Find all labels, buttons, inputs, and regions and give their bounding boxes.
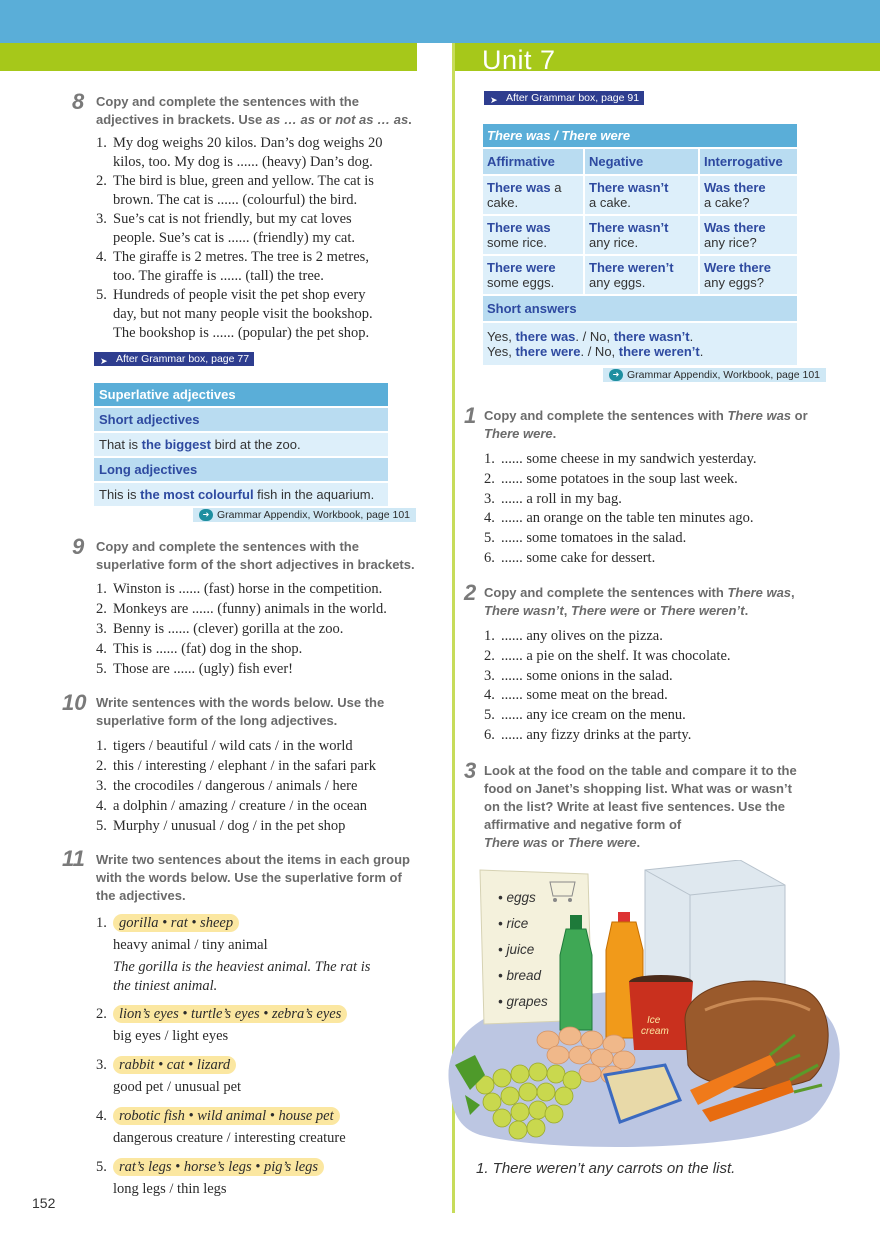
item-number: 5. — [96, 818, 107, 834]
exercise-3-number: 3 — [464, 758, 477, 783]
instruction-text: on the list? Write at least five sentences. Use the — [484, 799, 786, 814]
list-item — [484, 450, 844, 470]
example-bold: the biggest — [141, 437, 211, 452]
item-number: 2. — [484, 647, 495, 664]
column-header: Interrogative — [700, 149, 797, 174]
shopping-list — [498, 885, 548, 1015]
list-item — [484, 549, 844, 569]
table-cell — [483, 216, 583, 254]
instruction-text: or — [791, 408, 808, 423]
table-cell — [700, 216, 797, 254]
item-text: ...... any olives on the pizza. — [501, 628, 663, 644]
table-row — [483, 256, 797, 294]
grammar-appendix-link-right[interactable] — [603, 368, 826, 382]
list-item — [96, 639, 426, 659]
exercise-9-number: 9 — [72, 534, 85, 559]
grammar-table — [481, 122, 799, 367]
column-header: Negative — [585, 149, 698, 174]
group-example — [113, 958, 426, 996]
item-number: 5. — [96, 1159, 107, 1175]
instruction-text: . — [744, 603, 749, 618]
instruction-text: , — [563, 603, 571, 618]
exercise-11-groups — [96, 914, 426, 1199]
instruction-text: . — [552, 426, 557, 441]
item-text: Those are ...... (ugly) fish ever! — [113, 661, 293, 677]
superlative-grammar-box — [94, 383, 388, 506]
instruction-text: Copy and complete the sentences with the — [96, 539, 359, 554]
item-text: ...... an orange on the table ten minutes ago. — [501, 510, 754, 527]
list-item — [96, 134, 426, 172]
sa-bold: there weren’t — [618, 344, 700, 359]
item-text: ...... some cake for dessert. — [501, 549, 656, 566]
list-item — [96, 816, 426, 836]
reference-label: After Grammar box, page 77 — [116, 353, 250, 365]
instruction-italic: as … as — [265, 112, 315, 127]
instruction-italic: There were — [484, 426, 553, 441]
instruction-text: Copy and complete the sentences with the — [96, 94, 359, 109]
list-item — [484, 726, 844, 746]
instruction-text: or — [547, 835, 568, 850]
group-words-highlight: lion’s eyes • turtle’s eyes • zebra’s eyes — [113, 1005, 347, 1023]
instruction-text: superlative form of the long adjectives. — [96, 713, 338, 728]
item-text: Murphy / unusual / dog / in the pet shop — [113, 818, 346, 834]
handwritten-answer: 1. There weren’t any carrots on the list. — [476, 1160, 736, 1177]
group-prompt: big eyes / light eyes — [113, 1028, 229, 1044]
cell-bold: There wasn’t — [589, 180, 669, 195]
unit-title: Unit 7 — [482, 45, 556, 75]
group-item — [96, 1107, 426, 1148]
example-text: fish in the aquarium. — [253, 487, 375, 502]
item-number: 2. — [96, 758, 107, 774]
item-number: 3. — [96, 211, 107, 227]
arrow-link-icon: ➜ — [609, 369, 623, 381]
item-number: 1. — [484, 628, 495, 644]
list-item: • bread — [498, 968, 542, 983]
item-number: 2. — [484, 470, 495, 487]
instruction-text: Copy and complete the sentences with — [484, 408, 728, 423]
list-item — [96, 776, 426, 796]
instruction-italic: There was — [484, 835, 548, 850]
exercise-1-number: 1 — [464, 403, 477, 428]
exercise-8-number: 8 — [72, 89, 85, 114]
list-item — [484, 706, 844, 726]
instruction-text: or — [639, 603, 660, 618]
instruction-italic: There weren’t — [659, 603, 745, 618]
table-cell — [700, 256, 797, 294]
sa-text: . — [689, 329, 694, 344]
table-row — [483, 216, 797, 254]
item-text: ...... some tomatoes in the salad. — [501, 530, 687, 547]
group-prompt: long legs / thin legs — [113, 1181, 227, 1197]
list-item — [484, 509, 844, 529]
instruction-text: the adjectives. — [96, 888, 186, 903]
item-line: The giraffe is 2 metres. The tree is 2 metres, — [113, 249, 369, 265]
instruction-text: adjectives in brackets. Use — [96, 112, 266, 127]
item-number: 1. — [484, 451, 495, 467]
short-answers-heading: Short answers — [483, 296, 797, 321]
group-words-highlight: rabbit • cat • lizard — [113, 1056, 236, 1074]
instruction-italic: There were — [570, 603, 640, 618]
box-subheading: Short adjectives — [94, 408, 388, 431]
sa-text: . / No, — [580, 344, 619, 359]
box-title: Superlative adjectives — [94, 383, 388, 406]
item-line: kilos, too. My dog is ...... (heavy) Dan’s dog. — [113, 154, 373, 170]
item-number: 3. — [484, 490, 495, 507]
cell-text: cake. — [487, 195, 519, 210]
example-text: bird at the zoo. — [210, 437, 301, 452]
cell-bold: Was there — [704, 180, 766, 195]
list-item — [96, 579, 426, 599]
item-number: 3. — [484, 667, 495, 684]
short-answers-cell — [483, 323, 797, 365]
appendix-label: Grammar Appendix, Workbook, page 101 — [217, 509, 410, 521]
exercise-1-instruction — [484, 407, 834, 443]
item-text: ...... some cheese in my sandwich yesterday. — [501, 451, 757, 467]
cell-text: a cake. — [589, 195, 631, 210]
exercise-10-number: 10 — [62, 690, 87, 715]
cell-text: a — [550, 180, 562, 195]
item-number: 1. — [96, 135, 107, 151]
exercise-2-instruction — [484, 584, 844, 620]
item-text: tigers / beautiful / wild cats / in the world — [113, 738, 353, 754]
exercise-9-instruction — [96, 538, 426, 574]
sa-text: Yes, — [487, 344, 516, 359]
cell-text: any eggs. — [589, 275, 646, 290]
instruction-italic: There were — [567, 835, 637, 850]
item-line: The bird is blue, green and yellow. The cat is — [113, 173, 374, 189]
item-number: 5. — [96, 661, 107, 677]
box-subheading: Long adjectives — [94, 458, 388, 481]
item-number: 5. — [484, 530, 495, 547]
item-number: 4. — [484, 687, 495, 704]
item-text: the crocodiles / dangerous / animals / here — [113, 778, 358, 794]
item-line: too. The giraffe is ...... (tall) the tree. — [113, 268, 324, 284]
item-line: people. Sue’s cat is ...... (friendly) my cat. — [113, 230, 356, 246]
ice-cream-label-line: cream — [641, 1026, 669, 1037]
box-example — [94, 433, 388, 456]
list-item — [484, 667, 844, 687]
example-line: The gorilla is the heaviest animal. The rat is — [113, 959, 371, 975]
instruction-italic: There was — [727, 585, 792, 600]
exercise-3-instruction — [484, 762, 844, 852]
cell-text: any eggs? — [704, 275, 764, 290]
list-item: • eggs — [498, 890, 536, 905]
list-item — [96, 248, 426, 286]
exercise-11-instruction — [96, 851, 426, 905]
item-number: 1. — [96, 915, 107, 931]
item-number: 5. — [96, 287, 107, 303]
example-text: This is — [99, 487, 141, 502]
item-text: ...... any fizzy drinks at the party. — [501, 726, 692, 743]
table-cell — [585, 176, 698, 214]
exercise-8-instruction — [96, 93, 426, 129]
box-example — [94, 483, 388, 506]
instruction-text: food on Janet’s shopping list. What was or wasn’t — [484, 781, 792, 796]
cell-bold: There weren’t — [589, 260, 674, 275]
exercise-9-list — [96, 579, 426, 679]
grammar-box-reference-right[interactable] — [484, 91, 644, 105]
page-number: 152 — [32, 1195, 56, 1211]
list-item — [96, 619, 426, 639]
column-header: Affirmative — [483, 149, 583, 174]
water-bottle — [560, 915, 592, 1030]
list-item — [96, 659, 426, 679]
instruction-text: Write sentences with the words below. Use the — [96, 695, 385, 710]
cell-text: any rice? — [704, 235, 757, 250]
instruction-text: affirmative and negative form of — [484, 817, 682, 832]
list-item — [96, 172, 426, 210]
group-words-highlight: rat’s legs • horse’s legs • pig’s legs — [113, 1158, 324, 1176]
cell-text: any rice. — [589, 235, 639, 250]
sa-text: . — [699, 344, 704, 359]
arrow-link-icon: ➜ — [199, 509, 213, 521]
group-words-highlight: gorilla • rat • sheep — [113, 914, 239, 932]
exercise-10-list — [96, 736, 426, 836]
list-item — [484, 490, 844, 510]
there-was-grammar-box — [483, 124, 799, 367]
item-text: Monkeys are ...... (funny) animals in the world. — [113, 601, 387, 617]
table-title: There was / There were — [483, 124, 797, 147]
item-text: ...... a pie on the shelf. It was chocolate. — [501, 647, 731, 664]
list-item — [484, 686, 844, 706]
item-text: This is ...... (fat) dog in the shop. — [113, 641, 303, 657]
item-text: ...... some meat on the bread. — [501, 687, 668, 704]
item-line: My dog weighs 20 kilos. Dan’s dog weighs 20 — [113, 135, 383, 151]
cell-bold: Was there — [704, 220, 766, 235]
table-cell — [483, 256, 583, 294]
cell-bold: There was — [487, 180, 551, 195]
list-item: • rice — [498, 916, 529, 931]
instruction-text: , — [791, 585, 795, 600]
cell-text: a cake? — [704, 195, 750, 210]
list-item: • grapes — [498, 994, 548, 1009]
table-cell — [585, 256, 698, 294]
group-words-highlight: robotic fish • wild animal • house pet — [113, 1107, 340, 1125]
list-item — [484, 470, 844, 490]
table-cell — [483, 176, 583, 214]
instruction-text: with the words below. Use the superlative form of — [96, 870, 402, 885]
item-number: 1. — [96, 581, 107, 597]
cell-text: some rice. — [487, 235, 547, 250]
ice-cream-tub — [629, 975, 693, 1050]
instruction-italic: There was — [727, 408, 792, 423]
item-text: Benny is ...... (clever) gorilla at the zoo. — [113, 621, 344, 637]
item-number: 3. — [96, 1057, 107, 1073]
ice-cream-label-line: Ice — [647, 1015, 661, 1026]
list-item — [484, 647, 844, 667]
item-line: Hundreds of people visit the pet shop every — [113, 287, 366, 303]
item-text: this / interesting / elephant / in the safari park — [113, 758, 376, 774]
list-item — [96, 796, 426, 816]
item-number: 6. — [484, 549, 495, 566]
exercise-2-list — [484, 627, 844, 746]
instruction-text: Look at the food on the table and compare it to the — [484, 763, 797, 778]
item-number: 3. — [96, 621, 107, 637]
item-number: 4. — [484, 510, 495, 527]
cell-bold: There wasn’t — [589, 220, 669, 235]
item-number: 4. — [96, 249, 107, 265]
instruction-text: or — [314, 112, 336, 127]
item-text: Winston is ...... (fast) horse in the competition. — [113, 581, 383, 597]
arrow-right-icon: ➤ — [100, 356, 108, 366]
item-number: 2. — [96, 173, 107, 189]
item-text: ...... a roll in my bag. — [501, 490, 622, 507]
cell-bold: There were — [487, 260, 556, 275]
item-text: a dolphin / amazing / creature / in the ocean — [113, 798, 368, 814]
item-number: 2. — [96, 601, 107, 617]
instruction-text: superlative form of the short adjectives in brackets. — [96, 557, 415, 572]
list-item — [96, 286, 426, 343]
item-text: ...... some potatoes in the soup last week. — [501, 470, 738, 487]
exercise-1-list — [484, 450, 844, 569]
table-cell — [585, 216, 698, 254]
table-cell — [700, 176, 797, 214]
table-row — [483, 176, 797, 214]
item-text: ...... some onions in the salad. — [501, 667, 673, 684]
example-line: the tiniest animal. — [113, 978, 218, 994]
cell-text: some eggs. — [487, 275, 555, 290]
item-line: brown. The cat is ...... (colourful) the bird. — [113, 192, 358, 208]
sa-bold: there were — [515, 344, 581, 359]
group-prompt: good pet / unusual pet — [113, 1079, 242, 1095]
item-number: 5. — [484, 707, 495, 724]
arrow-right-icon: ➤ — [490, 95, 498, 105]
instruction-text: Write two sentences about the items in each group — [96, 852, 410, 867]
instruction-italic: There wasn’t — [484, 603, 564, 618]
instruction-italic: not as … as — [335, 112, 409, 127]
group-prompt: dangerous creature / interesting creature — [113, 1130, 346, 1146]
instruction-text: . — [408, 112, 412, 127]
list-item — [96, 210, 426, 248]
group-item — [96, 1005, 426, 1046]
item-line: The bookshop is ...... (popular) the pet shop. — [113, 325, 370, 341]
group-item — [96, 914, 426, 996]
group-prompt: heavy animal / tiny animal — [113, 937, 268, 953]
left-green-bar — [0, 43, 417, 71]
appendix-label: Grammar Appendix, Workbook, page 101 — [627, 369, 820, 381]
instruction-text: Copy and complete the sentences with — [484, 585, 728, 600]
exercise-11-number: 11 — [62, 846, 85, 871]
list-item: • juice — [498, 942, 535, 957]
item-number: 2. — [96, 1006, 107, 1022]
sa-bold: there was — [515, 329, 576, 344]
sa-bold: there wasn’t — [613, 329, 690, 344]
exercise-2-number: 2 — [464, 580, 477, 605]
list-item — [96, 736, 426, 756]
list-item — [96, 599, 426, 619]
item-number: 4. — [96, 1108, 107, 1124]
item-number: 4. — [96, 798, 107, 814]
item-number: 6. — [484, 726, 495, 743]
group-item — [96, 1158, 426, 1199]
top-color-bar — [0, 0, 880, 43]
sa-text: Yes, — [487, 329, 516, 344]
grammar-appendix-link-left[interactable] — [193, 508, 416, 522]
grammar-box-reference-left[interactable] — [94, 352, 254, 366]
sa-text: . / No, — [575, 329, 614, 344]
item-text: ...... any ice cream on the menu. — [501, 707, 686, 724]
exercise-10-instruction — [96, 694, 426, 730]
example-text: That is — [99, 437, 142, 452]
reference-label: After Grammar box, page 91 — [506, 92, 640, 104]
cell-bold: There was — [487, 220, 551, 235]
list-item — [484, 627, 844, 647]
item-number: 1. — [96, 738, 107, 754]
example-bold: the most colourful — [140, 487, 254, 502]
instruction-text: . — [636, 835, 641, 850]
cell-bold: Were there — [704, 260, 771, 275]
item-number: 4. — [96, 641, 107, 657]
item-line: Sue’s cat is not friendly, but my cat loves — [113, 211, 352, 227]
list-item — [484, 529, 844, 549]
item-number: 3. — [96, 778, 107, 794]
exercise-8-list — [96, 134, 426, 343]
group-item — [96, 1056, 426, 1097]
list-item — [96, 756, 426, 776]
item-line: day, but not many people visit the bookshop. — [113, 306, 373, 322]
